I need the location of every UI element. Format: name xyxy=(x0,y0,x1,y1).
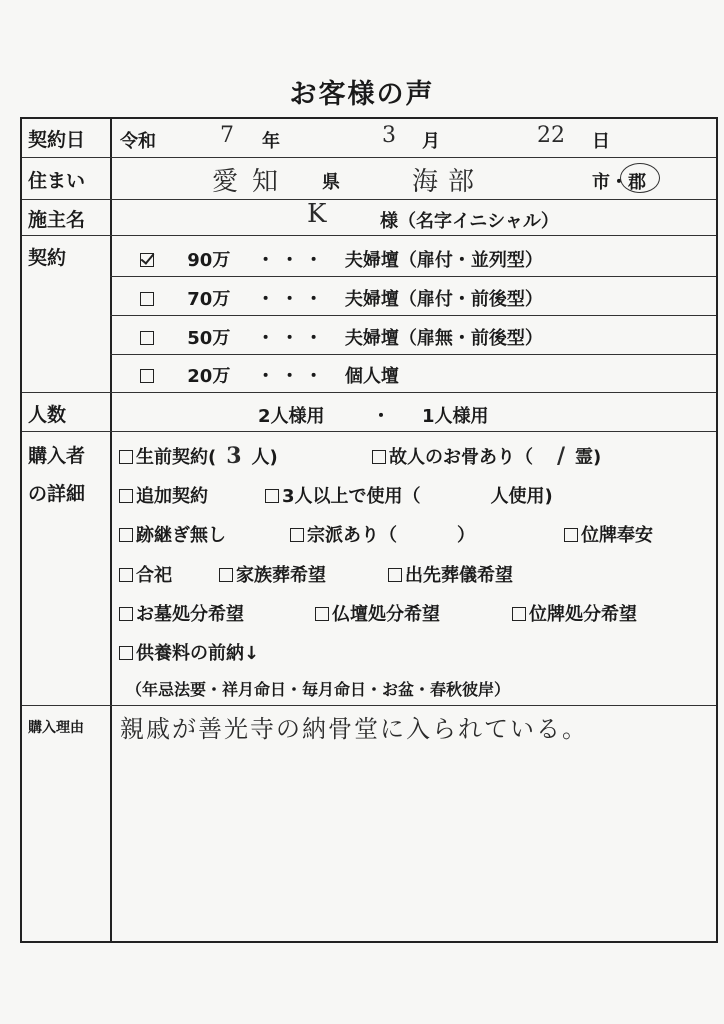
month-unit: 月 xyxy=(422,131,440,152)
owner-label: 施主名 xyxy=(28,209,86,231)
checkbox-icon[interactable] xyxy=(388,568,402,582)
contract-option[interactable] xyxy=(140,362,399,388)
prefecture-unit: 県 xyxy=(322,172,340,193)
checkbox-icon[interactable] xyxy=(219,568,233,582)
contract-desc: 個人壇 xyxy=(344,366,399,387)
sect-option[interactable]: 宗派あり（ ） xyxy=(290,521,475,547)
prepay-note: （年忌法要・祥月命日・毎月命日・お盆・春秋彼岸） xyxy=(126,680,511,699)
checkbox-icon[interactable] xyxy=(512,607,526,621)
no-successor-option[interactable]: 跡継ぎ無し xyxy=(119,521,226,547)
row-divider xyxy=(22,392,716,393)
checkbox-icon[interactable] xyxy=(119,489,133,503)
details-label-line1: 購入者 xyxy=(28,445,86,467)
checkbox-checked-icon[interactable] xyxy=(140,253,154,267)
deceased-count: / xyxy=(557,443,566,469)
checkbox-icon[interactable] xyxy=(140,292,154,306)
pre-contract-option[interactable]: 生前契約( 3 人) xyxy=(119,443,278,469)
row-divider xyxy=(110,276,716,277)
dots: ・・・ xyxy=(256,366,329,387)
checkbox-icon[interactable] xyxy=(119,646,133,660)
contract-desc: 夫婦壇（扉付・並列型） xyxy=(344,250,543,271)
grave-disposal-option[interactable]: お墓処分希望 xyxy=(119,600,244,626)
dots: ・・・ xyxy=(256,328,329,349)
owner-initial: K xyxy=(307,199,327,229)
dots: ・・・ xyxy=(256,250,329,271)
era-text: 令和 xyxy=(120,131,156,152)
people-option-b[interactable]: 1人様用 xyxy=(422,406,489,427)
checkbox-icon[interactable] xyxy=(140,369,154,383)
prefecture-value: 愛知 xyxy=(212,167,293,197)
checkbox-icon[interactable] xyxy=(265,489,279,503)
people-option-a[interactable]: 2人様用 xyxy=(258,406,325,427)
deceased-option[interactable]: 故人のお骨あり（ / 霊) xyxy=(372,443,601,469)
reason-text: 親戚が善光寺の納骨堂に入られている。 xyxy=(120,715,588,743)
contract-option[interactable] xyxy=(140,324,543,350)
checkbox-icon[interactable] xyxy=(372,450,386,464)
gun-circle-mark xyxy=(620,163,660,193)
reason-label: 購入理由 xyxy=(28,720,84,736)
row-divider xyxy=(110,315,716,316)
contract-option[interactable] xyxy=(140,285,543,311)
year-unit: 年 xyxy=(262,131,280,152)
additional-option[interactable]: 追加契約 xyxy=(119,482,208,508)
ihai-disposal-option[interactable]: 位牌処分希望 xyxy=(512,600,637,626)
contract-price: 50万 xyxy=(187,328,231,349)
row-divider xyxy=(22,431,716,432)
three-plus-option[interactable]: 3人以上で使用（ 人使用) xyxy=(265,482,553,508)
month-value: 3 xyxy=(382,123,396,148)
city-value: 海部 xyxy=(412,167,485,197)
row-divider xyxy=(22,705,716,706)
details-label-line2: の詳細 xyxy=(28,483,86,505)
year-value: 7 xyxy=(220,123,234,148)
contract-desc: 夫婦壇（扉付・前後型） xyxy=(344,289,543,310)
dots: ・・・ xyxy=(256,289,329,310)
row-divider xyxy=(22,235,716,236)
ihai-hoan-option[interactable]: 位牌奉安 xyxy=(564,521,653,547)
city-unit: 市・郡 xyxy=(592,172,646,193)
day-unit: 日 xyxy=(592,131,610,152)
contract-price: 70万 xyxy=(187,289,231,310)
checkbox-icon[interactable] xyxy=(564,528,578,542)
checkbox-icon[interactable] xyxy=(315,607,329,621)
checkbox-icon[interactable] xyxy=(290,528,304,542)
address-label: 住まい xyxy=(28,170,86,192)
altar-disposal-option[interactable]: 仏壇処分希望 xyxy=(315,600,440,626)
away-funeral-option[interactable]: 出先葬儀希望 xyxy=(388,561,513,587)
contract-label: 契約 xyxy=(28,247,67,269)
family-funeral-option[interactable]: 家族葬希望 xyxy=(219,561,326,587)
page-title: お客様の声 xyxy=(289,79,435,110)
row-divider xyxy=(22,157,716,158)
contract-desc: 夫婦壇（扉無・前後型） xyxy=(344,328,543,349)
survey-form xyxy=(20,117,718,943)
row-divider xyxy=(110,354,716,355)
checkbox-icon[interactable] xyxy=(119,528,133,542)
contract-option[interactable] xyxy=(140,246,543,272)
prepay-option[interactable]: 供養料の前納↓ xyxy=(119,639,259,665)
people-separator: ・ xyxy=(372,406,390,427)
label-column-divider xyxy=(110,119,112,941)
owner-suffix: 様（名字イニシャル） xyxy=(380,211,559,232)
date-label: 契約日 xyxy=(28,129,86,151)
people-label: 人数 xyxy=(28,404,67,426)
checkbox-icon[interactable] xyxy=(140,331,154,345)
day-value: 22 xyxy=(537,123,565,148)
pre-contract-count: 3 xyxy=(226,443,242,469)
checkbox-icon[interactable] xyxy=(119,568,133,582)
checkbox-icon[interactable] xyxy=(119,450,133,464)
checkbox-icon[interactable] xyxy=(119,607,133,621)
goshi-option[interactable]: 合祀 xyxy=(119,561,172,587)
contract-price: 20万 xyxy=(187,366,231,387)
row-divider xyxy=(22,199,716,200)
contract-price: 90万 xyxy=(187,250,231,271)
